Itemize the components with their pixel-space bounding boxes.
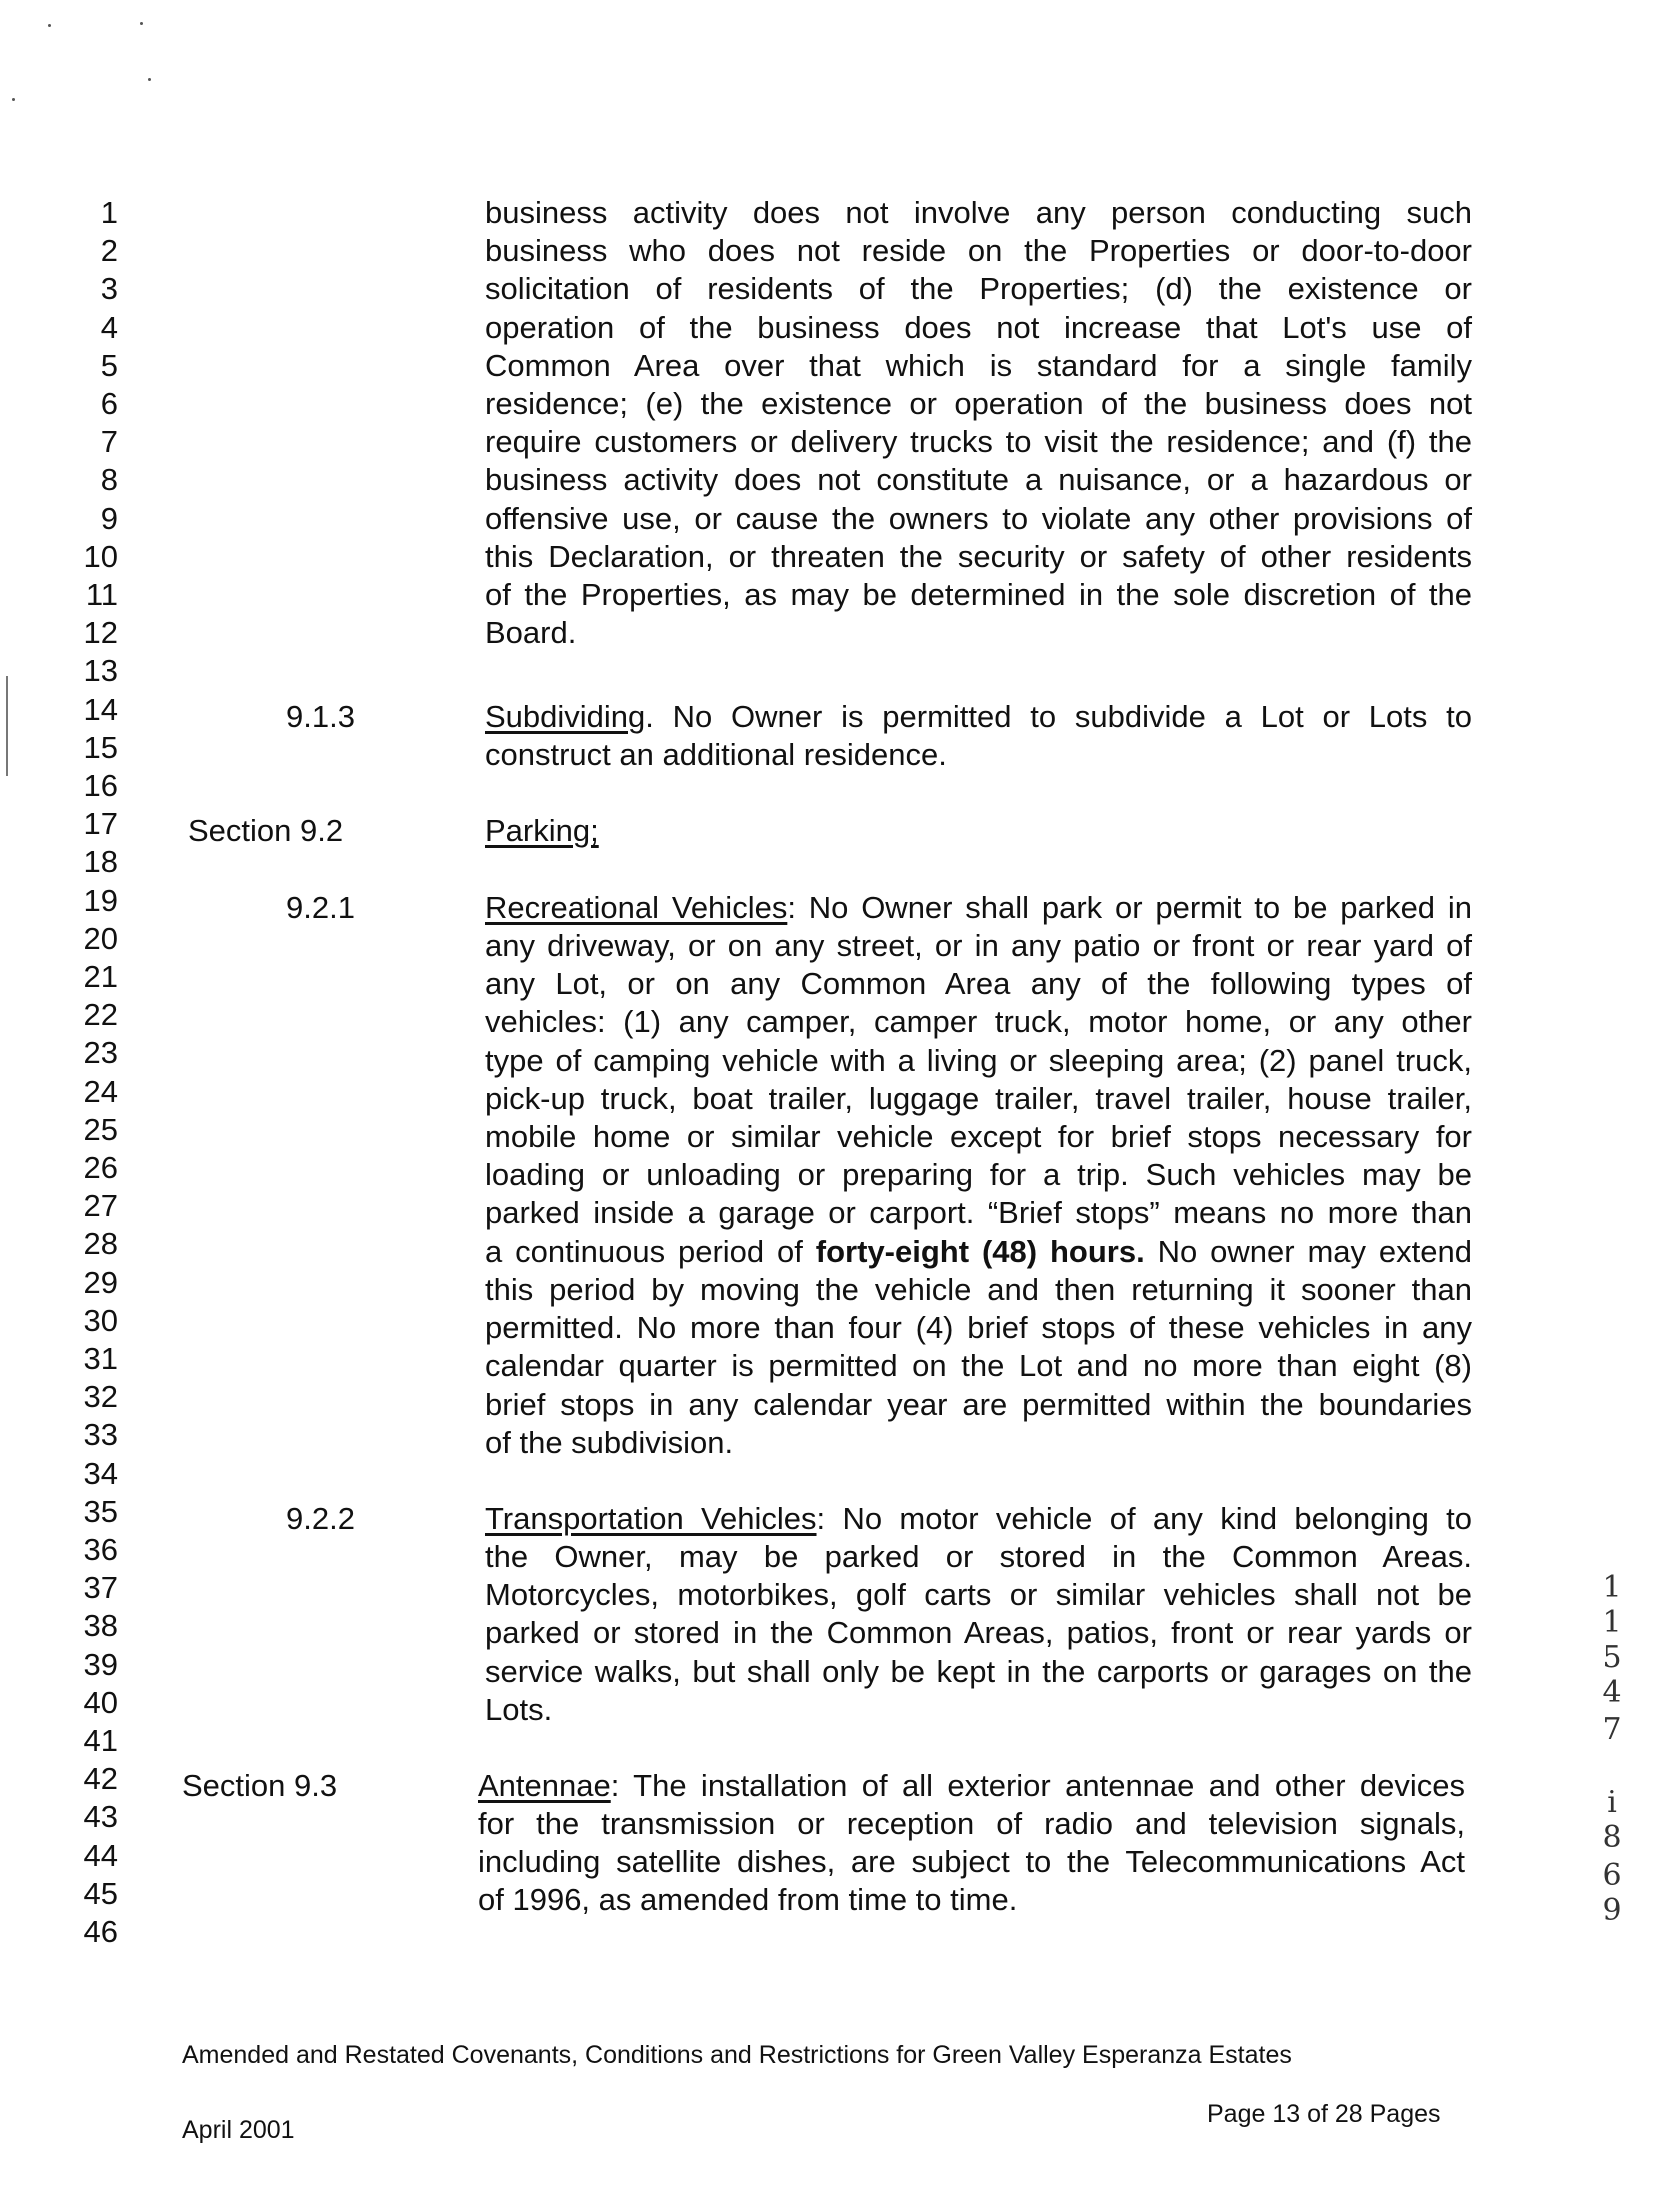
scan-edge-mark [6, 676, 8, 776]
line-number: 11 [85, 577, 118, 612]
continuation-line: offensive use, or cause the owners to violate any other provisions of [485, 500, 1472, 536]
line-number: 33 [83, 1417, 118, 1453]
s921-lines-line: pick-up truck, boat trailer, luggage trailer, travel trailer, house trailer, [485, 1080, 1472, 1116]
line-number: 9 [100, 500, 118, 536]
s921-lines-line: type of camping vehicle with a living or sleeping area; (2) panel truck, [485, 1042, 1472, 1078]
section-921-bold-text: forty-eight (48) hours. [815, 1234, 1145, 1269]
s922-lines-line: service walks, but shall only be kept in the carports or garages on the [485, 1653, 1472, 1689]
stamp-digit: 5 [1602, 1640, 1622, 1675]
line-number: 30 [83, 1302, 118, 1338]
stamp-digit: 1 [1602, 1605, 1622, 1640]
footer-page-number: Page 13 of 28 Pages [1207, 2100, 1441, 2128]
continuation-line: solicitation of residents of the Properties; (d) the existence or [485, 271, 1472, 307]
line-number: 23 [83, 1035, 118, 1071]
s922-lines-line: Motorcycles, motorbikes, golf carts or similar vehicles shall not be [485, 1577, 1472, 1613]
line-number: 44 [83, 1837, 118, 1873]
s921-lines-line: loading or unloading or preparing for a trip. Such vehicles may be [485, 1157, 1472, 1193]
line-number: 4 [100, 309, 118, 345]
line-number: 35 [83, 1493, 118, 1529]
line-number: 36 [83, 1532, 118, 1567]
continuation-line: operation of the business does not increase that Lot's use of [485, 309, 1472, 345]
line-number: 12 [83, 615, 118, 651]
section-922-number: 9.2.2 [286, 1501, 355, 1536]
section-922-line [485, 1500, 1472, 1538]
line-number: 8 [100, 462, 118, 498]
stamp-digit: i [1607, 1785, 1617, 1820]
s93-lines-line: of 1996, as amended from time to time. [478, 1882, 1018, 1918]
line-number: 31 [83, 1341, 118, 1376]
line-number: 34 [83, 1455, 118, 1491]
line-number: 18 [83, 844, 118, 880]
s921-lines2-line: of the subdivision. [485, 1424, 734, 1460]
s921-lines2-line: calendar quarter is permitted on the Lot and no more than eight (8) [485, 1348, 1472, 1384]
continuation-line: of the Properties, as may be determined in the sole discretion of the [485, 577, 1472, 612]
section-922-text: : No motor vehicle of any kind belonging to [816, 1501, 1472, 1536]
s921-lines2-line: permitted. No more than four (4) brief stops of these vehicles in any [485, 1310, 1472, 1346]
s921-lines-line: any driveway, or on any street, or in any patio or front or rear yard of [485, 928, 1472, 963]
line-number: 17 [83, 806, 118, 842]
line-number: 10 [83, 538, 118, 574]
section-93-text: : The installation of all exterior antennae and other devices [610, 1768, 1465, 1803]
section-921-text: a continuous period of [485, 1234, 816, 1269]
continuation-line: this Declaration, or threaten the security or safety of other residents [485, 538, 1472, 574]
s921-lines-line: vehicles: (1) any camper, camper truck, motor home, or any other [485, 1004, 1472, 1040]
section-93-line [478, 1767, 1465, 1805]
line-number: 26 [83, 1150, 118, 1185]
line-number: 1 [100, 195, 118, 230]
stamp-digit: 4 [1602, 1675, 1622, 1710]
line-number: 29 [83, 1264, 118, 1300]
line-number: 41 [83, 1723, 118, 1758]
scan-speck [140, 22, 143, 25]
footer-document-title: Amended and Restated Covenants, Conditions and Restrictions for Green Valley Esperanza Estates [182, 2041, 1292, 2069]
scan-speck [48, 24, 51, 27]
line-number: 22 [83, 997, 118, 1033]
section-922-heading: Transportation Vehicles [485, 1501, 817, 1536]
stamp-digit: 8 [1602, 1820, 1622, 1855]
line-number: 24 [83, 1073, 118, 1109]
section-913-line [485, 698, 1472, 736]
scan-speck [148, 78, 151, 81]
s922-lines-line: parked or stored in the Common Areas, patios, front or rear yards or [485, 1615, 1472, 1651]
section-913-number: 9.1.3 [286, 699, 355, 734]
section-921-number: 9.2.1 [286, 890, 355, 925]
continuation-line: require customers or delivery trucks to visit the residence; and (f) the [485, 424, 1472, 460]
continuation-line: business who does not reside on the Properties or door-to-door [485, 233, 1472, 269]
line-number: 27 [83, 1188, 118, 1224]
line-number: 5 [100, 347, 118, 383]
section-921-heading: Recreational Vehicles [485, 890, 788, 925]
continuation-line: business activity does not constitute a nuisance, or a hazardous or [485, 462, 1472, 498]
line-number: 13 [83, 653, 118, 689]
section-921-text: : No Owner shall park or permit to be parked in [787, 890, 1472, 925]
section-93-number: Section 9.3 [182, 1768, 338, 1803]
section-921-line [485, 889, 1472, 927]
line-number: 25 [83, 1111, 118, 1147]
line-number: 45 [83, 1875, 118, 1911]
line-number: 46 [83, 1914, 118, 1949]
line-number: 28 [83, 1226, 118, 1262]
line-number: 14 [83, 691, 118, 727]
s921-lines2-line: brief stops in any calendar year are permitted within the boundaries [485, 1386, 1472, 1422]
line-number: 21 [83, 959, 118, 994]
line-number: 19 [83, 882, 118, 918]
stamp-digit: 1 [1602, 1570, 1622, 1605]
s93-lines-line: for the transmission or reception of radio and television signals, [478, 1806, 1465, 1841]
line-number: 38 [83, 1608, 118, 1644]
continuation-line: business activity does not involve any person conducting such [485, 195, 1472, 230]
stamp-digit: 7 [1602, 1712, 1622, 1747]
section-921-text: No owner may extend [1144, 1234, 1472, 1269]
line-number: 42 [83, 1761, 118, 1797]
line-number: 6 [100, 386, 118, 421]
section-913-line: construct an additional residence. [485, 737, 947, 772]
section-913-heading: Subdividing [485, 699, 646, 734]
line-number: 3 [100, 271, 118, 307]
line-number: 37 [83, 1570, 118, 1606]
line-number: 40 [83, 1684, 118, 1720]
s921-lines-line: parked inside a garage or carport. “Brief stops” means no more than [485, 1195, 1472, 1231]
section-92-number: Section 9.2 [188, 813, 344, 848]
s921-lines2-line: this period by moving the vehicle and then returning it sooner than [485, 1272, 1472, 1307]
s921-lines-line: mobile home or similar vehicle except for brief stops necessary for [485, 1119, 1472, 1154]
line-number: 32 [83, 1379, 118, 1415]
s922-lines-line: Lots. [485, 1691, 553, 1727]
line-number: 43 [83, 1799, 118, 1835]
s93-lines-line: including satellite dishes, are subject to the Telecommunications Act [478, 1844, 1465, 1880]
section-913-text: . No Owner is permitted to subdivide a Lot or Lots to [645, 699, 1472, 734]
footer-date: April 2001 [182, 2116, 295, 2144]
scan-speck [12, 98, 15, 101]
continuation-line: Common Area over that which is standard for a single family [485, 347, 1472, 383]
s921-lines-line: any Lot, or on any Common Area any of the following types of [485, 966, 1472, 1002]
line-number: 20 [83, 920, 118, 956]
stamp-digit: 9 [1602, 1893, 1622, 1928]
continuation-line: residence; (e) the existence or operation of the business does not [485, 386, 1472, 421]
continuation-line: Board. [485, 615, 577, 651]
line-number: 2 [100, 233, 118, 269]
s922-lines-line: the Owner, may be parked or stored in the Common Areas. [485, 1539, 1472, 1574]
line-number: 16 [83, 768, 118, 803]
line-number: 39 [83, 1646, 118, 1682]
section-93-heading: Antennae [478, 1768, 611, 1803]
section-92-heading: Parking; [485, 813, 599, 848]
stamp-digit: 6 [1602, 1858, 1622, 1893]
line-number: 7 [100, 424, 118, 460]
line-number: 15 [83, 729, 118, 765]
section-921-line [485, 1233, 1472, 1271]
